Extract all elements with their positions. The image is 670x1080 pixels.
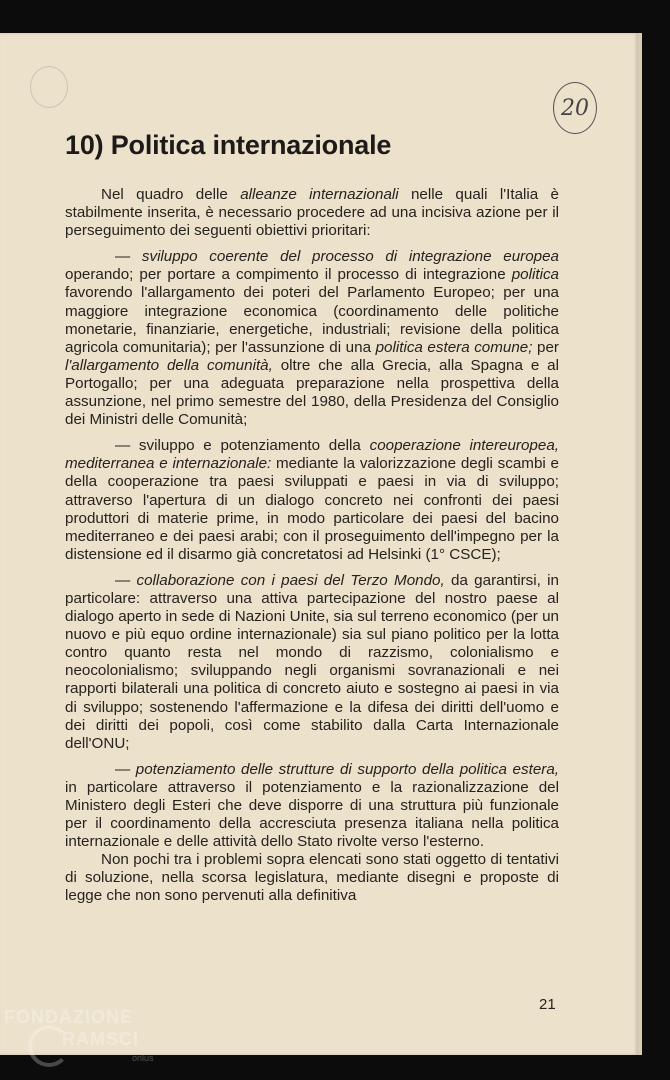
paragraph [65, 186, 559, 240]
italic-run: sviluppo coerente del processo di integrazione europea [141, 248, 559, 266]
handwritten-page-mark-text: 20 [561, 95, 589, 121]
page-number: 21 [539, 996, 556, 1013]
italic-run: l'allargamento della comunità, [65, 356, 273, 374]
text-run: oltre che alla Grecia, alla Spagna e al Portogallo; per una adeguata preparazione nella prospettiva della assunzione, nel primo semestre del 1980, della Presidenza del Consiglio dei Ministri delle Comunità; [65, 356, 559, 429]
text-run: — sviluppo e potenziamento della [115, 437, 370, 455]
archive-watermark [4, 1007, 174, 1077]
paragraph [65, 437, 559, 564]
text-run: Non pochi tra i problemi sopra elencati sono stati oggetto di tentativi di soluzione, nella scorsa legislatura, mediante disegni e proposte di legge che non sono pervenuti alla definitiva [65, 851, 559, 905]
italic-run: politica estera comune; [375, 338, 533, 356]
text-run: in particolare attraverso il potenziamento e la razionalizzazione del Ministero degli Esteri che deve disporre di una struttura più funzionale per il coordinamento della accresciuta presenza italiana nella politica internazionale e delle attività dello Stato rivolte verso l'esterno. [65, 778, 559, 851]
italic-run: collaborazione con i paesi del Terzo Mondo, [136, 571, 445, 589]
paragraph [65, 851, 559, 905]
page-edge [638, 33, 642, 1055]
text-run: Nel quadro delle [101, 186, 241, 203]
text-run: — [115, 571, 137, 589]
watermark-line-1: FONDAZIONE [4, 1007, 133, 1027]
text-run: — [115, 760, 136, 778]
body-text [65, 186, 559, 914]
watermark-line-2: RAMSCI [62, 1029, 139, 1049]
italic-run: potenziamento delle strutture di supporto della politica estera, [135, 760, 559, 778]
section-title: 10) Politica internazionale [65, 130, 392, 160]
text-run: da garantirsi, in particolare: attraverso una attiva partecipazione del nostro paese al dialogo aperto in sede di Nazioni Unite, sia sul terreno economico (per un nuovo e più equo ordine internazionale) sia sul piano politico per la lotta contro quanto resta nel mondo di razzismo, colonialismo e neocolonialismo; sviluppando negli organismi sovranazionali e nei rapporti bilaterali una politica di concreto aiuto e sostegno ai paesi in via di sviluppo; sostenendo l'affermazione e la difesa dei diritti dell'uomo e dei diritti dei popoli, così come stabilito dalla Carta Internazionale dell'ONU; [65, 571, 559, 752]
text-run: nelle quali l'Italia è stabilmente inserita, è necessario procedere ad una incisiva azione per il perseguimento dei seguenti obiettivi prioritari: [65, 186, 560, 240]
text-run: operando; per portare a compimento il processo di integrazione [65, 266, 512, 284]
text-run: favorendo l'allargamento dei poteri del Parlamento Europeo; per una maggiore integrazione economica (coordinamento delle politiche monetarie, finanziarie, energetiche, industriali; revisione della politica agricola comunitaria); per l'assunzione di una [65, 284, 559, 356]
paragraph [65, 248, 559, 429]
paragraph [65, 761, 559, 851]
italic-run: cooperazione intereuropea, mediterranea e internazionale: [65, 437, 559, 473]
faint-stamp-circle [30, 66, 68, 108]
text-run: mediante la valorizzazione degli scambi e della cooperazione tra paesi sviluppati e paesi in via di sviluppo; attraverso l'apertura di un dialogo concreto nei confronti dei paesi produttori di materie prime, in modo particolare dei paesi del bacino mediterraneo e dei paesi arabi; con il proseguimento dell'impegno per la distensione ed il disarmo già concretatosi ad Helsinki (1° CSCE); [65, 455, 559, 563]
watermark-line-3: onlus [132, 1053, 154, 1063]
handwritten-page-mark [553, 82, 597, 134]
text-run: — [115, 248, 142, 266]
italic-run: politica [511, 266, 559, 284]
italic-run: alleanze internazionali [240, 186, 399, 203]
text-run: per [532, 338, 559, 356]
paragraph [65, 572, 559, 753]
